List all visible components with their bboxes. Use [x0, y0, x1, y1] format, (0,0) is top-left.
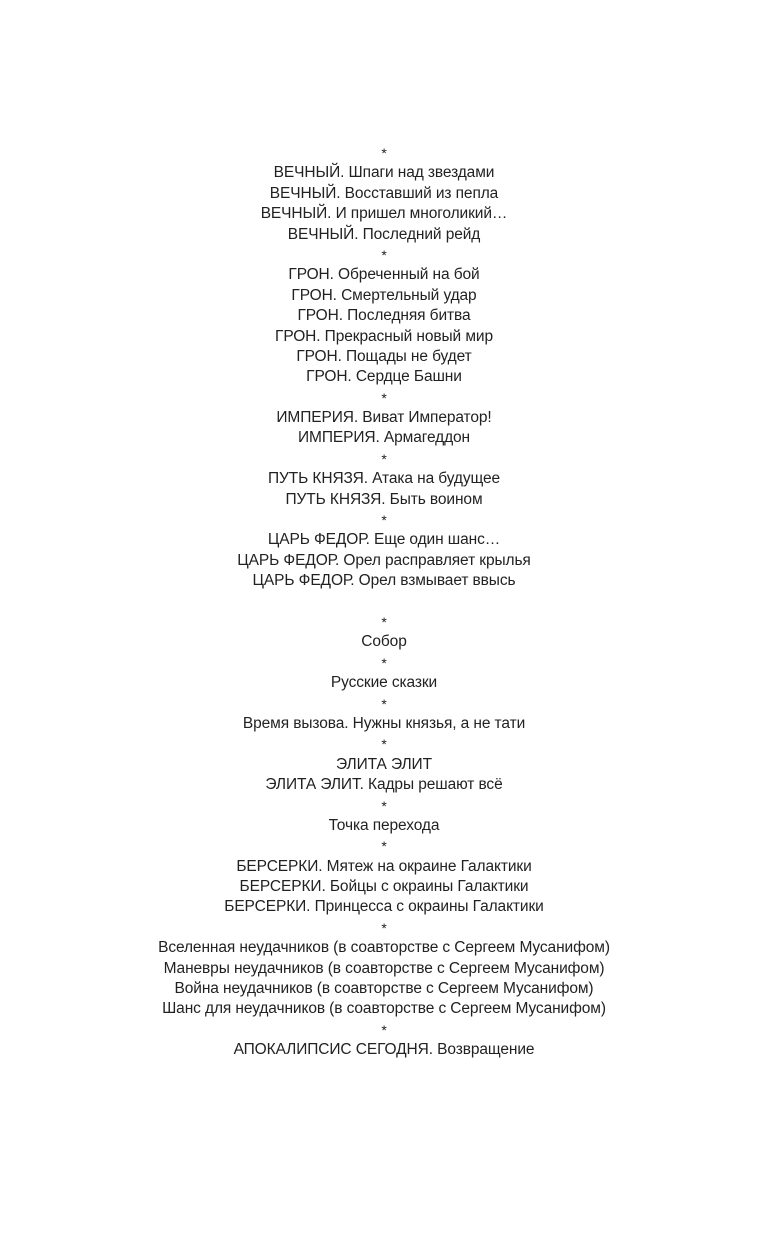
book-title: Маневры неудачников (в соавторстве с Сергеем Мусанифом) — [163, 959, 605, 977]
book-title: Война неудачников (в соавторстве с Сергеем Мусанифом) — [174, 980, 594, 998]
separator-asterisk: * — [381, 512, 387, 529]
book-title: ЦАРЬ ФЕДОР. Орел расправляет крылья — [237, 551, 531, 569]
book-title: ЭЛИТА ЭЛИТ. Кадры решают всё — [265, 776, 503, 794]
separator-asterisk: * — [381, 613, 387, 630]
book-title: БЕРСЕРКИ. Мятеж на окраине Галактики — [236, 857, 532, 875]
separator-asterisk: * — [381, 654, 387, 671]
book-title: ВЕЧНЫЙ. Шпаги над звездами — [273, 164, 495, 182]
blank-line — [0, 592, 768, 612]
book-title: ИМПЕРИЯ. Армагеддон — [297, 429, 470, 447]
separator-asterisk: * — [381, 246, 387, 263]
book-title: Время вызова. Нужны князья, а не тати — [242, 714, 526, 732]
book-title: ЭЛИТА ЭЛИТ — [336, 755, 432, 773]
separator-asterisk: * — [381, 797, 387, 814]
book-title: ПУТЬ КНЯЗЯ. Атака на будущее — [267, 470, 500, 488]
separator-asterisk: * — [381, 695, 387, 712]
book-title: ПУТЬ КНЯЗЯ. Быть воином — [285, 490, 483, 508]
separator-asterisk: * — [381, 450, 387, 467]
book-title: Собор — [361, 633, 407, 651]
separator-asterisk: * — [381, 145, 387, 161]
separator-asterisk: * — [381, 1021, 387, 1038]
book-title: ГРОН. Последняя битва — [297, 307, 471, 325]
separator-asterisk: * — [381, 919, 387, 936]
separator-asterisk: * — [381, 838, 387, 855]
book-title: АПОКАЛИПСИС СЕГОДНЯ. Возвращение — [233, 1041, 535, 1059]
book-title: ГРОН. Обреченный на бой — [288, 266, 480, 284]
book-list — [0, 143, 768, 1061]
book-title: ГРОН. Смертельный удар — [291, 286, 477, 304]
book-title: ГРОН. Пощады не будет — [296, 347, 472, 365]
book-title: Шанс для неудачников (в соавторстве с Сергеем Мусанифом) — [162, 1000, 606, 1018]
book-title: ЦАРЬ ФЕДОР. Орел взмывает ввысь — [252, 572, 516, 590]
book-title: ЦАРЬ ФЕДОР. Еще один шанс… — [267, 531, 501, 549]
book-title: ИМПЕРИЯ. Виват Император! — [276, 409, 492, 427]
separator-asterisk: * — [381, 736, 387, 753]
separator-asterisk: * — [381, 389, 387, 406]
book-title: БЕРСЕРКИ. Принцесса с окраины Галактики — [224, 898, 544, 916]
book-title: ВЕЧНЫЙ. Восставший из пепла — [269, 184, 499, 202]
book-title: ВЕЧНЫЙ. Последний рейд — [287, 225, 481, 243]
book-title: Русские сказки — [330, 674, 438, 692]
book-title: Точка перехода — [328, 816, 440, 834]
book-title: ВЕЧНЫЙ. И пришел многоликий… — [260, 205, 508, 223]
book-title: ГРОН. Прекрасный новый мир — [275, 327, 493, 345]
book-title: Вселенная неудачников (в соавторстве с Сергеем Мусанифом) — [158, 939, 610, 957]
book-title: ГРОН. Сердце Башни — [306, 368, 462, 386]
book-title: БЕРСЕРКИ. Бойцы с окраины Галактики — [239, 878, 529, 896]
